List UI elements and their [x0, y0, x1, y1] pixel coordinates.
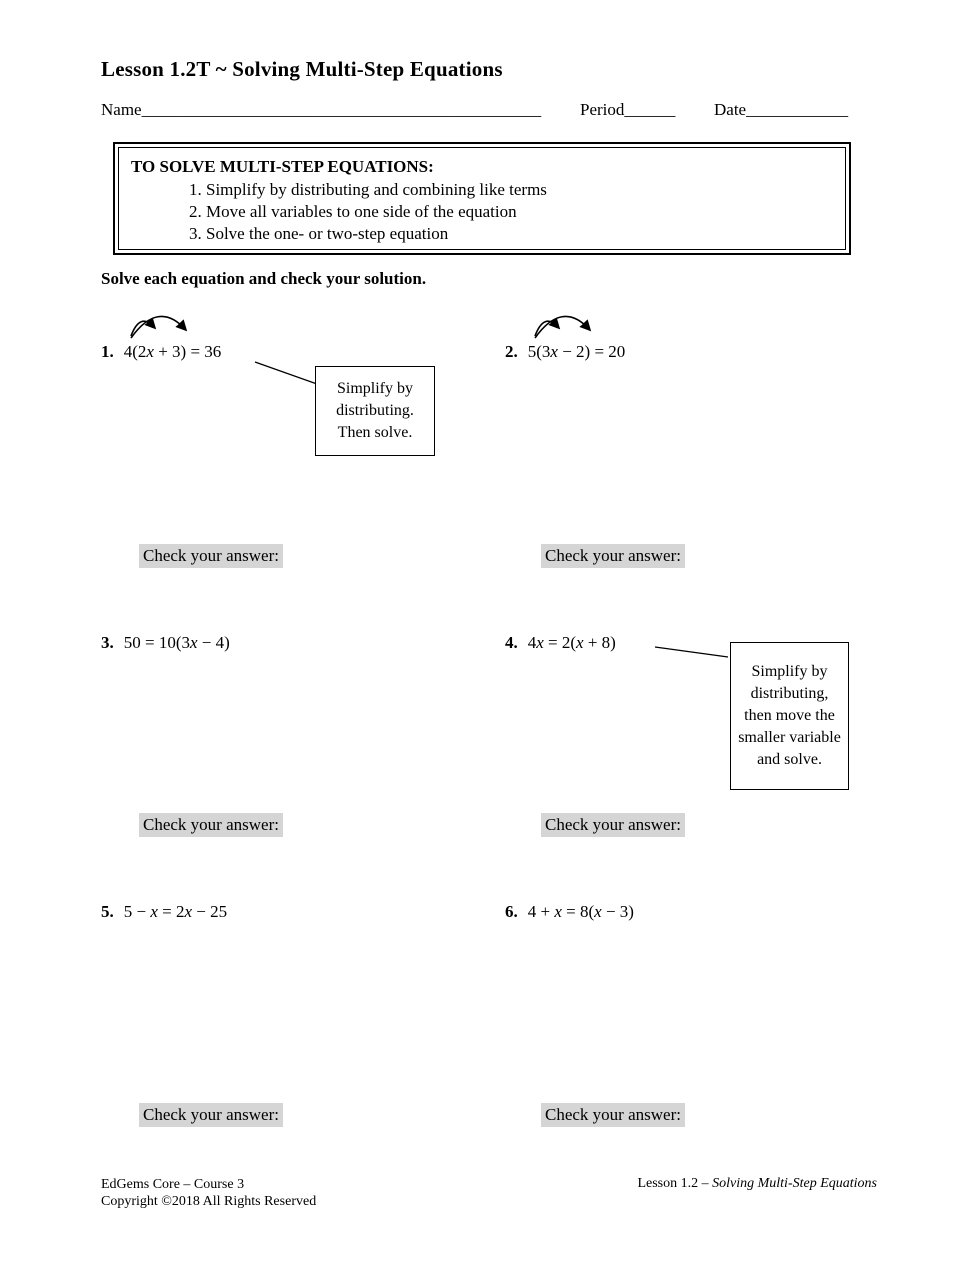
problem-5: [101, 902, 227, 922]
problem-equation: 5 − x = 2x − 25: [123, 902, 228, 921]
problem-3: [101, 633, 230, 653]
problem-number: 4.: [505, 633, 518, 652]
date-blank-line: ____________: [746, 100, 849, 119]
check-answer-label: Check your answer:: [541, 1103, 685, 1127]
footer-left: [101, 1176, 316, 1210]
name-field: [101, 100, 541, 120]
instruction-step: 2. Move all variables to one side of the equation: [206, 201, 833, 223]
callout-box-problem-4: [730, 642, 849, 790]
callout-text: Simplify by distributing. Then solve.: [336, 379, 414, 442]
footer-right: [637, 1176, 877, 1192]
problem-number: 5.: [101, 902, 114, 921]
problem-1: [101, 342, 221, 362]
problem-number: 6.: [505, 902, 518, 921]
problem-number: 2.: [505, 342, 518, 361]
name-label: Name: [101, 100, 142, 119]
date-field: [714, 100, 848, 120]
distribution-arrows-icon: [124, 308, 204, 344]
date-label: Date: [714, 100, 747, 119]
problem-equation: 50 = 10(3x − 4): [123, 633, 230, 652]
check-answer-label: Check your answer:: [139, 1103, 283, 1127]
callout-text: Simplify by distributing, then move the smaller variable and solve.: [738, 662, 841, 769]
instructions-heading: TO SOLVE MULTI-STEP EQUATIONS:: [131, 157, 434, 176]
instructions-box-inner: [118, 147, 846, 250]
callout-connector-line: [653, 644, 729, 660]
problem-number: 3.: [101, 633, 114, 652]
footer-lesson-title: Solving Multi-Step Equations: [712, 1176, 877, 1191]
name-blank-line: _______________________________________________: [141, 100, 542, 119]
callout-box-problem-1: [315, 366, 435, 456]
problem-2: [505, 342, 625, 362]
problem-equation: 4 + x = 8(x − 3): [527, 902, 634, 921]
problem-equation: 4(2x + 3) = 36: [123, 342, 222, 361]
page-title: Lesson 1.2T ~ Solving Multi-Step Equations: [101, 57, 503, 81]
period-field: [580, 100, 675, 120]
check-answer-label: Check your answer:: [139, 544, 283, 568]
period-blank-line: ______: [624, 100, 676, 119]
callout-connector-line: [253, 358, 319, 388]
footer-copyright: Copyright ©2018 All Rights Reserved: [101, 1194, 317, 1209]
period-label: Period: [580, 100, 625, 119]
footer-lesson-prefix: Lesson 1.2 –: [637, 1176, 713, 1191]
check-answer-label: Check your answer:: [541, 544, 685, 568]
check-answer-label: Check your answer:: [139, 813, 283, 837]
instructions-steps-list: [131, 179, 833, 245]
instructions-box: [113, 142, 851, 255]
footer-course: EdGems Core – Course 3: [101, 1177, 245, 1192]
instruction-step: 1. Simplify by distributing and combining like terms: [206, 179, 833, 201]
problem-4: [505, 633, 616, 653]
check-answer-label: Check your answer:: [541, 813, 685, 837]
problem-6: [505, 902, 634, 922]
directions-text: Solve each equation and check your solution.: [101, 269, 427, 288]
distribution-arrows-icon: [528, 308, 608, 344]
problem-equation: 5(3x − 2) = 20: [527, 342, 626, 361]
instruction-step: 3. Solve the one- or two-step equation: [206, 223, 833, 245]
problem-number: 1.: [101, 342, 114, 361]
problem-equation: 4x = 2(x + 8): [527, 633, 616, 652]
